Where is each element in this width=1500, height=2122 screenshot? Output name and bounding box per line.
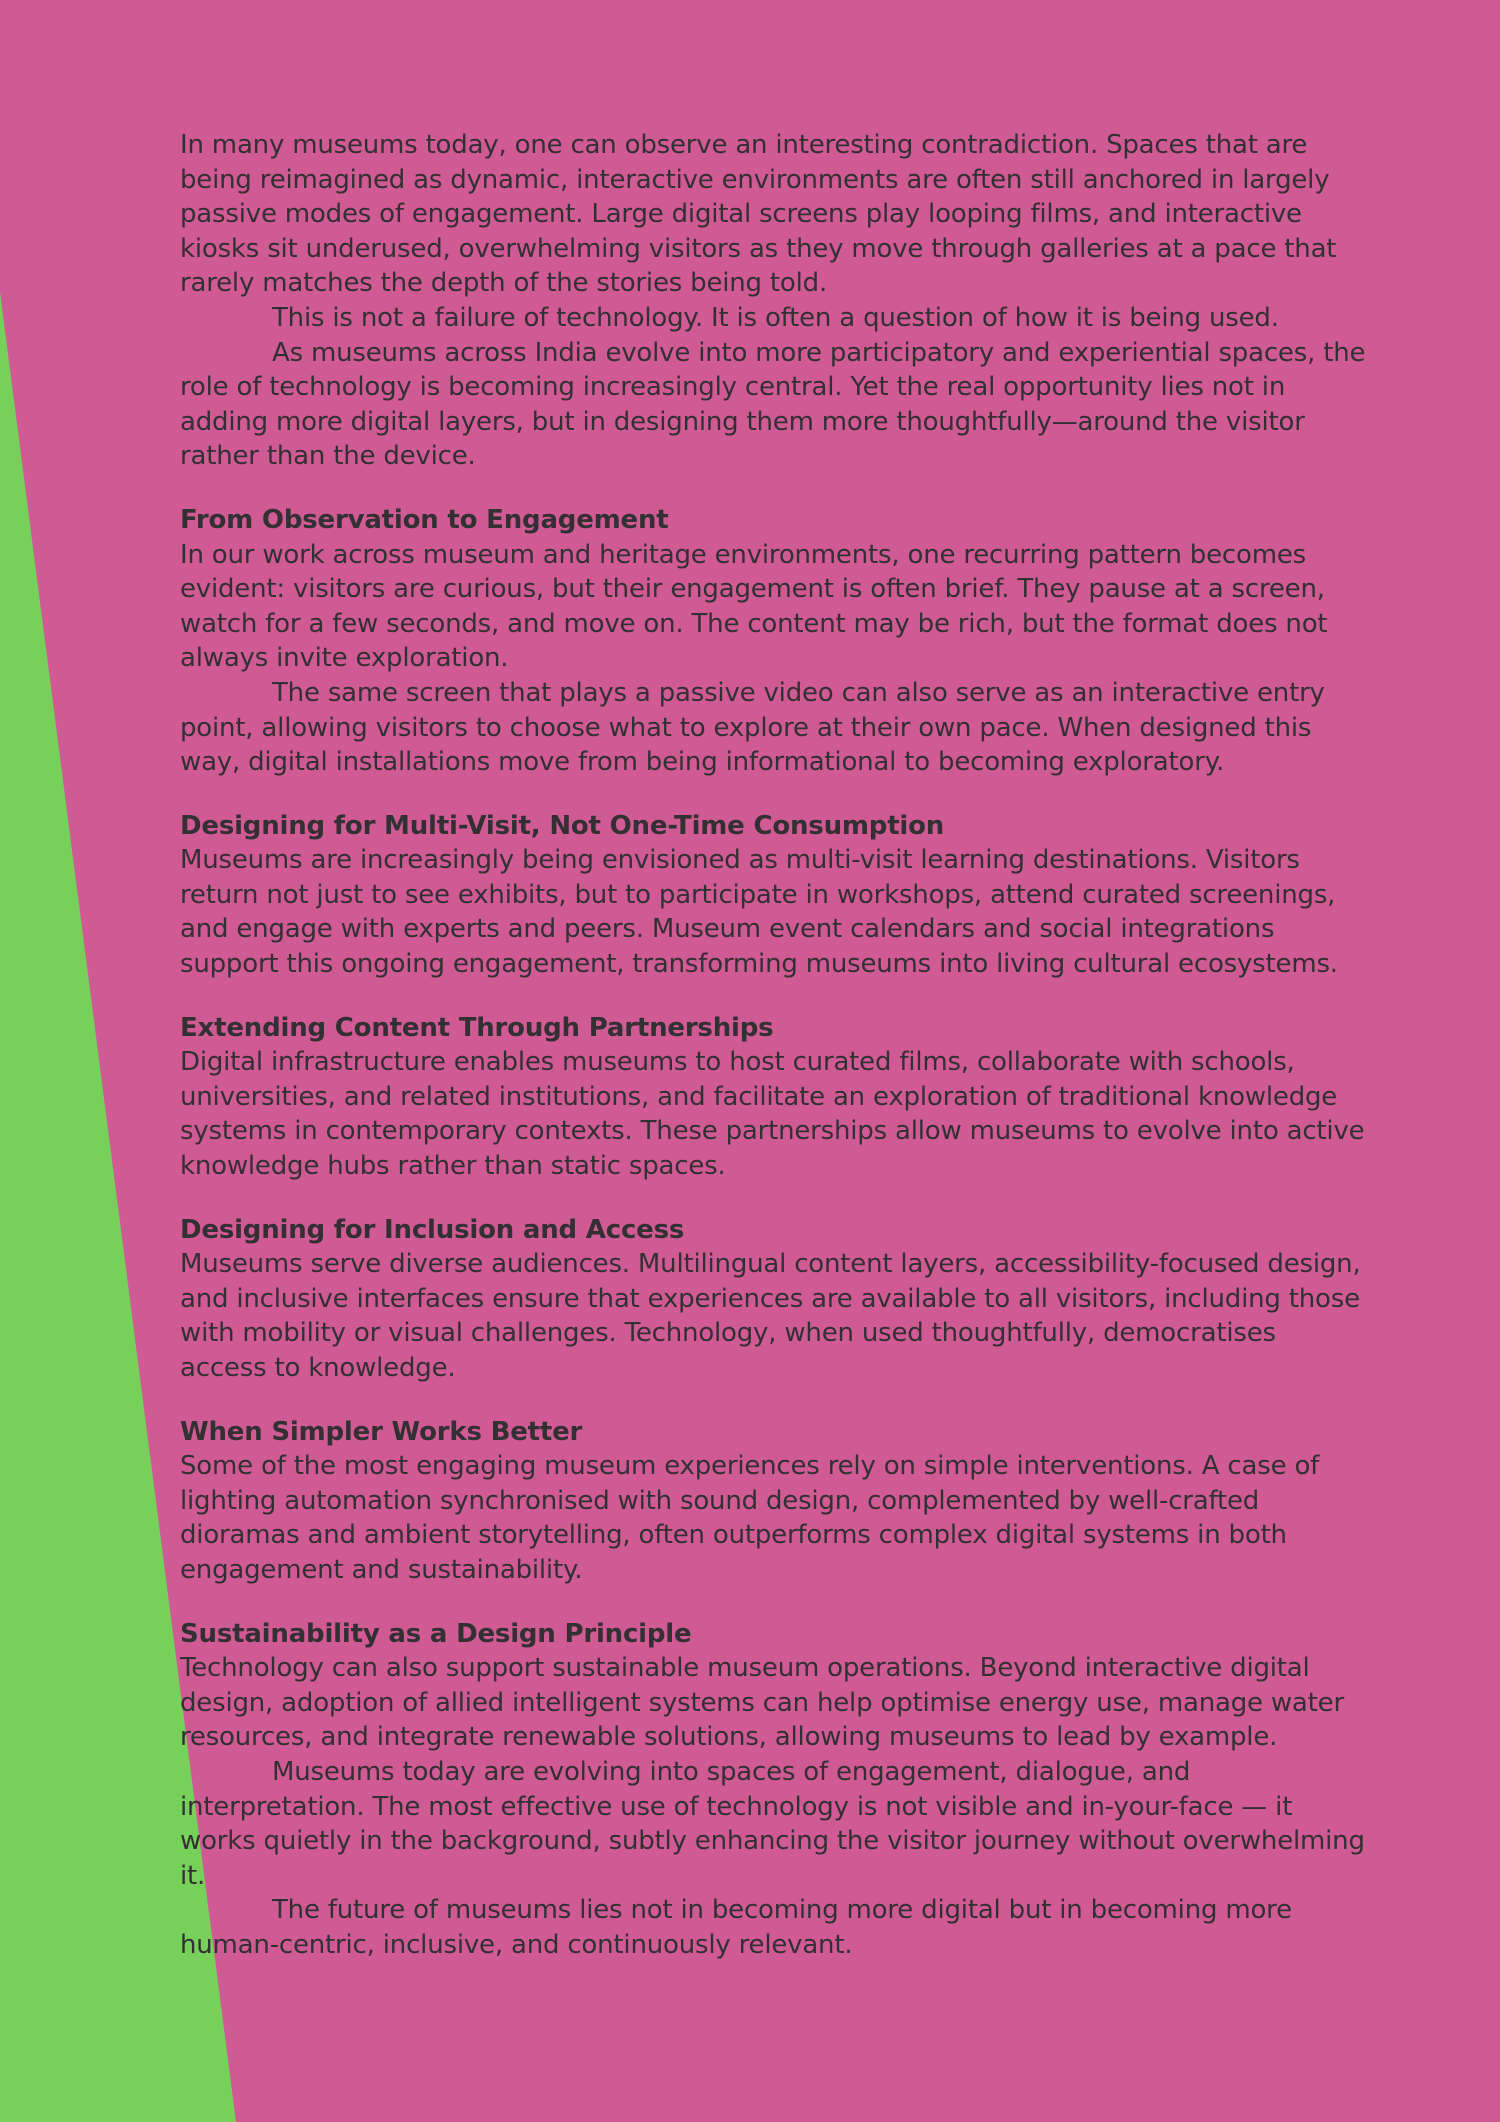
section-observation-to-engagement: [180, 503, 1370, 780]
section-partnerships: [180, 1011, 1370, 1184]
intro-block: [180, 128, 1370, 474]
section-paragraph: Museums today are evolving into spaces of engagement, dialogue, and interpretation. The most effective use of technology is not visible and in-your-face — it works quietly in the background, subtly enhancing the visitor journey without overwhelming it.: [180, 1756, 1365, 1891]
section-paragraph: Digital infrastructure enables museums to host curated films, collaborate with schools, universities, and related institutions, and facilitate an exploration of traditional knowledge systems in contemporary contexts. These partnerships allow museums to evolve into active knowledge hubs rather than static spaces.: [180, 1047, 1365, 1182]
section-paragraph: In our work across museum and heritage environments, one recurring pattern becomes evident: visitors are curious, but their engagement is often brief. They pause at a screen, watch for a few seconds, and move on. The content may be rich, but the format does not always invite exploration.: [180, 539, 1328, 674]
section-heading: Designing for Inclusion and Access: [180, 1214, 685, 1245]
section-paragraph: Museums serve diverse audiences. Multilingual content layers, accessibility-focused design, and inclusive interfaces ensure that experiences are available to all visitors, including those with mobility or visual challenges. Technology, when used thoughtfully, democratises access to knowledge.: [180, 1249, 1361, 1383]
section-paragraph: Some of the most engaging museum experiences rely on simple interventions. A case of lighting automation synchronised with sound design, complemented by well-crafted dioramas and ambient storytelling, often outperforms complex digital systems in both engagement and sustainability.: [180, 1451, 1320, 1585]
article-body: [180, 128, 1370, 1963]
section-sustainability: [180, 1617, 1370, 1963]
section-paragraph: The future of museums lies not in becoming more digital but in becoming more human-centric, inclusive, and continuously relevant.: [180, 1895, 1292, 1960]
section-heading: Designing for Multi-Visit, Not One-Time Consumption: [180, 810, 945, 841]
intro-paragraph-2: This is not a failure of technology. It is often a question of how it is being used.: [272, 302, 1279, 333]
section-paragraph: Museums are increasingly being envisioned as multi-visit learning destinations. Visitors return not just to see exhibits, but to participate in workshops, attend curated screenings, and engage with experts and peers. Museum event calendars and social integrations support this ongoing engagement, transforming museums into living cultural ecosystems.: [180, 845, 1338, 980]
section-heading: Extending Content Through Partnerships: [180, 1012, 774, 1043]
section-heading: From Observation to Engagement: [180, 504, 669, 535]
section-inclusion-access: [180, 1213, 1370, 1386]
section-heading: Sustainability as a Design Principle: [180, 1618, 692, 1649]
section-paragraph: Technology can also support sustainable museum operations. Beyond interactive digital design, adoption of allied intelligent systems can help optimise energy use, manage water resources, and integrate renewable solutions, allowing museums to lead by example.: [180, 1653, 1344, 1753]
section-heading: When Simpler Works Better: [180, 1416, 583, 1447]
section-multi-visit: [180, 809, 1370, 982]
section-simpler-works-better: [180, 1415, 1370, 1588]
section-paragraph: The same screen that plays a passive video can also serve as an interactive entry point, allowing visitors to choose what to explore at their own pace. When designed this way, digital installations move from being informational to becoming exploratory.: [180, 677, 1325, 778]
intro-paragraph-1: In many museums today, one can observe an interesting contradiction. Spaces that are being reimagined as dynamic, interactive environments are often still anchored in largely passive modes of engagement. Large digital screens play looping films, and interactive kiosks sit underused, overwhelming visitors as they move through galleries at a pace that rarely matches the depth of the stories being told.: [180, 130, 1337, 299]
intro-paragraph-3: As museums across India evolve into more participatory and experiential spaces, the role of technology is becoming increasingly central. Yet the real opportunity lies not in adding more digital layers, but in designing them more thoughtfully—around the visitor rather than the device.: [180, 337, 1366, 472]
